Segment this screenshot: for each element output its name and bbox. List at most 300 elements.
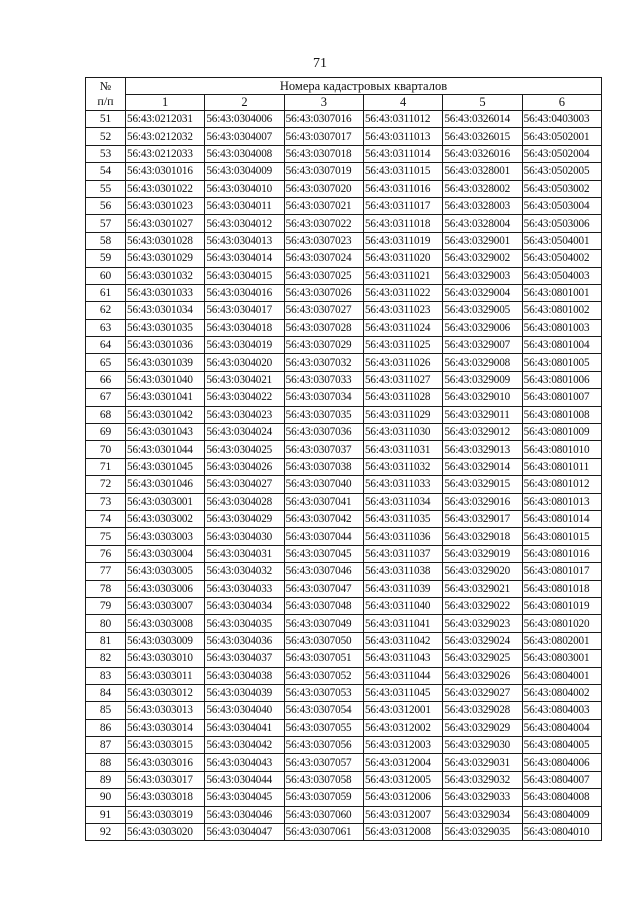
- cadastral-number-cell: 56:43:0304036: [205, 632, 284, 649]
- cadastral-number-cell: 56:43:0801003: [522, 319, 601, 336]
- row-number-cell: 75: [86, 528, 126, 545]
- table-row: [86, 597, 602, 614]
- cadastral-number-cell: 56:43:0307047: [284, 580, 363, 597]
- table-row: [86, 284, 602, 301]
- cadastral-number-cell: 56:43:0801007: [522, 389, 601, 406]
- cadastral-number-cell: 56:43:0801014: [522, 510, 601, 527]
- cadastral-number-cell: 56:43:0804006: [522, 754, 601, 771]
- cadastral-number-cell: 56:43:0801020: [522, 615, 601, 632]
- cadastral-number-cell: 56:43:0801008: [522, 406, 601, 423]
- cadastral-number-cell: 56:43:0307042: [284, 510, 363, 527]
- cadastral-number-cell: 56:43:0303001: [126, 493, 205, 510]
- cadastral-number-cell: 56:43:0311032: [363, 458, 442, 475]
- cadastral-number-cell: 56:43:0304028: [205, 493, 284, 510]
- table-row: [86, 145, 602, 162]
- cadastral-number-cell: 56:43:0804003: [522, 702, 601, 719]
- cadastral-number-cell: 56:43:0329010: [443, 389, 522, 406]
- row-number-cell: 65: [86, 354, 126, 371]
- row-number-cell: 88: [86, 754, 126, 771]
- cadastral-number-cell: 56:43:0307022: [284, 215, 363, 232]
- cadastral-number-cell: 56:43:0301039: [126, 354, 205, 371]
- cadastral-number-cell: 56:43:0307055: [284, 719, 363, 736]
- cadastral-number-cell: 56:43:0304019: [205, 337, 284, 354]
- cadastral-number-cell: 56:43:0801015: [522, 528, 601, 545]
- cadastral-number-cell: 56:43:0329034: [443, 806, 522, 823]
- cadastral-number-cell: 56:43:0326015: [443, 128, 522, 145]
- cadastral-number-cell: 56:43:0307057: [284, 754, 363, 771]
- cadastral-number-cell: 56:43:0304014: [205, 250, 284, 267]
- cadastral-number-cell: 56:43:0307025: [284, 267, 363, 284]
- table-row: [86, 476, 602, 493]
- row-number-cell: 80: [86, 615, 126, 632]
- cadastral-number-cell: 56:43:0304018: [205, 319, 284, 336]
- cadastral-number-cell: 56:43:0329026: [443, 667, 522, 684]
- cadastral-number-cell: 56:43:0329005: [443, 302, 522, 319]
- cadastral-number-cell: 56:43:0311031: [363, 441, 442, 458]
- cadastral-number-cell: 56:43:0307051: [284, 650, 363, 667]
- cadastral-number-cell: 56:43:0311015: [363, 163, 442, 180]
- cadastral-number-cell: 56:43:0503004: [522, 197, 601, 214]
- cadastral-number-cell: 56:43:0303007: [126, 597, 205, 614]
- cadastral-number-cell: 56:43:0329021: [443, 580, 522, 597]
- cadastral-number-cell: 56:43:0311017: [363, 197, 442, 214]
- cadastral-number-cell: 56:43:0329017: [443, 510, 522, 527]
- cadastral-number-cell: 56:43:0804009: [522, 806, 601, 823]
- cadastral-number-cell: 56:43:0307052: [284, 667, 363, 684]
- cadastral-number-cell: 56:43:0303005: [126, 563, 205, 580]
- column-header: 5: [443, 95, 522, 111]
- row-number-cell: 55: [86, 180, 126, 197]
- page-number: 71: [313, 56, 327, 71]
- row-number-cell: 85: [86, 702, 126, 719]
- cadastral-number-cell: 56:43:0804008: [522, 789, 601, 806]
- row-number-cell: 81: [86, 632, 126, 649]
- table-row: [86, 406, 602, 423]
- cadastral-number-cell: 56:43:0212031: [126, 111, 205, 128]
- cadastral-number-cell: 56:43:0329018: [443, 528, 522, 545]
- row-number-cell: 90: [86, 789, 126, 806]
- cadastral-number-cell: 56:43:0303014: [126, 719, 205, 736]
- cadastral-number-cell: 56:43:0801005: [522, 354, 601, 371]
- cadastral-number-cell: 56:43:0311023: [363, 302, 442, 319]
- table-row: [86, 267, 602, 284]
- row-number-cell: 92: [86, 824, 126, 841]
- cadastral-number-cell: 56:43:0312003: [363, 737, 442, 754]
- cadastral-number-cell: 56:43:0326016: [443, 145, 522, 162]
- cadastral-number-cell: 56:43:0329023: [443, 615, 522, 632]
- cadastral-number-cell: 56:43:0504001: [522, 232, 601, 249]
- cadastral-number-cell: 56:43:0329024: [443, 632, 522, 649]
- table-row: [86, 754, 602, 771]
- cadastral-number-cell: 56:43:0304007: [205, 128, 284, 145]
- cadastral-number-cell: 56:43:0303010: [126, 650, 205, 667]
- cadastral-number-cell: 56:43:0312002: [363, 719, 442, 736]
- cadastral-number-cell: 56:43:0311012: [363, 111, 442, 128]
- cadastral-number-cell: 56:43:0304045: [205, 789, 284, 806]
- row-number-cell: 86: [86, 719, 126, 736]
- cadastral-number-cell: 56:43:0329015: [443, 476, 522, 493]
- row-number-cell: 70: [86, 441, 126, 458]
- cadastral-number-cell: 56:43:0304040: [205, 702, 284, 719]
- cadastral-number-cell: 56:43:0311040: [363, 597, 442, 614]
- cadastral-number-cell: 56:43:0503006: [522, 215, 601, 232]
- cadastral-number-cell: 56:43:0303003: [126, 528, 205, 545]
- table-row: [86, 441, 602, 458]
- cadastral-number-cell: 56:43:0307058: [284, 771, 363, 788]
- table-row: [86, 424, 602, 441]
- column-header: 1: [126, 95, 205, 111]
- table-row: [86, 128, 602, 145]
- row-number-cell: 74: [86, 510, 126, 527]
- cadastral-number-cell: 56:43:0311024: [363, 319, 442, 336]
- table-row: [86, 771, 602, 788]
- cadastral-number-cell: 56:43:0307024: [284, 250, 363, 267]
- cadastral-number-cell: 56:43:0307044: [284, 528, 363, 545]
- table-row: [86, 197, 602, 214]
- cadastral-number-cell: 56:43:0311030: [363, 424, 442, 441]
- cadastral-number-cell: 56:43:0801011: [522, 458, 601, 475]
- row-number-cell: 78: [86, 580, 126, 597]
- cadastral-number-cell: 56:43:0311042: [363, 632, 442, 649]
- cadastral-number-cell: 56:43:0304006: [205, 111, 284, 128]
- cadastral-number-cell: 56:43:0307027: [284, 302, 363, 319]
- cadastral-number-cell: 56:43:0801001: [522, 284, 601, 301]
- cadastral-number-cell: 56:43:0502001: [522, 128, 601, 145]
- row-number-cell: 53: [86, 145, 126, 162]
- group-title-header: Номера кадастровых кварталов: [126, 78, 602, 95]
- cadastral-number-cell: 56:43:0329003: [443, 267, 522, 284]
- table-row: [86, 580, 602, 597]
- cadastral-number-cell: 56:43:0307056: [284, 737, 363, 754]
- cadastral-number-cell: 56:43:0304035: [205, 615, 284, 632]
- column-header: 2: [205, 95, 284, 111]
- cadastral-number-cell: 56:43:0301034: [126, 302, 205, 319]
- cadastral-number-cell: 56:43:0311016: [363, 180, 442, 197]
- cadastral-number-cell: 56:43:0301035: [126, 319, 205, 336]
- cadastral-number-cell: 56:43:0311038: [363, 563, 442, 580]
- cadastral-number-cell: 56:43:0304038: [205, 667, 284, 684]
- cadastral-number-cell: 56:43:0311036: [363, 528, 442, 545]
- cadastral-number-cell: 56:43:0307041: [284, 493, 363, 510]
- row-number-cell: 71: [86, 458, 126, 475]
- row-number-header-bottom: п/п: [97, 94, 114, 108]
- table-row: [86, 650, 602, 667]
- cadastral-number-cell: 56:43:0307059: [284, 789, 363, 806]
- cadastral-number-cell: 56:43:0307019: [284, 163, 363, 180]
- cadastral-number-cell: 56:43:0329012: [443, 424, 522, 441]
- cadastral-number-cell: 56:43:0304016: [205, 284, 284, 301]
- cadastral-number-cell: 56:43:0307021: [284, 197, 363, 214]
- cadastral-number-cell: 56:43:0804002: [522, 684, 601, 701]
- column-header: 3: [284, 95, 363, 111]
- cadastral-number-cell: 56:43:0503002: [522, 180, 601, 197]
- cadastral-number-cell: 56:43:0303017: [126, 771, 205, 788]
- cadastral-number-cell: 56:43:0303012: [126, 684, 205, 701]
- cadastral-number-cell: 56:43:0307037: [284, 441, 363, 458]
- row-number-cell: 51: [86, 111, 126, 128]
- cadastral-number-cell: 56:43:0328004: [443, 215, 522, 232]
- cadastral-number-cell: 56:43:0304013: [205, 232, 284, 249]
- cadastral-number-cell: 56:43:0307050: [284, 632, 363, 649]
- row-number-cell: 68: [86, 406, 126, 423]
- cadastral-number-cell: 56:43:0329020: [443, 563, 522, 580]
- cadastral-number-cell: 56:43:0329031: [443, 754, 522, 771]
- table-row: [86, 563, 602, 580]
- cadastral-number-cell: 56:43:0804004: [522, 719, 601, 736]
- cadastral-number-cell: 56:43:0307035: [284, 406, 363, 423]
- cadastral-number-cell: 56:43:0329001: [443, 232, 522, 249]
- cadastral-number-cell: 56:43:0303009: [126, 632, 205, 649]
- table-row: [86, 389, 602, 406]
- cadastral-number-cell: 56:43:0329004: [443, 284, 522, 301]
- table-row: [86, 615, 602, 632]
- cadastral-number-cell: 56:43:0311029: [363, 406, 442, 423]
- table-row: [86, 302, 602, 319]
- cadastral-number-cell: 56:43:0304047: [205, 824, 284, 841]
- row-number-cell: 59: [86, 250, 126, 267]
- cadastral-number-cell: 56:43:0307020: [284, 180, 363, 197]
- cadastral-number-cell: 56:43:0304046: [205, 806, 284, 823]
- cadastral-number-cell: 56:43:0311041: [363, 615, 442, 632]
- cadastral-number-cell: 56:43:0303006: [126, 580, 205, 597]
- cadastral-number-cell: 56:43:0329022: [443, 597, 522, 614]
- cadastral-number-cell: 56:43:0307033: [284, 371, 363, 388]
- cadastral-number-cell: 56:43:0504002: [522, 250, 601, 267]
- row-number-cell: 61: [86, 284, 126, 301]
- cadastral-number-cell: 56:43:0329028: [443, 702, 522, 719]
- cadastral-number-cell: 56:43:0311027: [363, 371, 442, 388]
- cadastral-number-cell: 56:43:0301028: [126, 232, 205, 249]
- cadastral-number-cell: 56:43:0329016: [443, 493, 522, 510]
- row-number-cell: 84: [86, 684, 126, 701]
- cadastral-number-cell: 56:43:0312006: [363, 789, 442, 806]
- cadastral-number-cell: 56:43:0304044: [205, 771, 284, 788]
- cadastral-number-cell: 56:43:0311039: [363, 580, 442, 597]
- row-number-cell: 82: [86, 650, 126, 667]
- cadastral-number-cell: 56:43:0303019: [126, 806, 205, 823]
- row-number-cell: 76: [86, 545, 126, 562]
- cadastral-number-cell: 56:43:0307045: [284, 545, 363, 562]
- cadastral-number-cell: 56:43:0304022: [205, 389, 284, 406]
- cadastral-number-cell: 56:43:0311043: [363, 650, 442, 667]
- cadastral-number-cell: 56:43:0307049: [284, 615, 363, 632]
- table-row: [86, 354, 602, 371]
- cadastral-number-cell: 56:43:0311022: [363, 284, 442, 301]
- row-number-cell: 83: [86, 667, 126, 684]
- cadastral-number-cell: 56:43:0801004: [522, 337, 601, 354]
- cadastral-number-cell: 56:43:0307018: [284, 145, 363, 162]
- cadastral-number-cell: 56:43:0304032: [205, 563, 284, 580]
- row-number-cell: 67: [86, 389, 126, 406]
- cadastral-number-cell: 56:43:0304024: [205, 424, 284, 441]
- cadastral-number-cell: 56:43:0304009: [205, 163, 284, 180]
- cadastral-number-cell: 56:43:0301032: [126, 267, 205, 284]
- table-row: [86, 111, 602, 128]
- cadastral-number-cell: 56:43:0804007: [522, 771, 601, 788]
- table-row: [86, 510, 602, 527]
- cadastral-number-cell: 56:43:0329006: [443, 319, 522, 336]
- table-row: [86, 163, 602, 180]
- cadastral-number-cell: 56:43:0802001: [522, 632, 601, 649]
- table-row: [86, 632, 602, 649]
- cadastral-number-cell: 56:43:0312004: [363, 754, 442, 771]
- cadastral-number-cell: 56:43:0311021: [363, 267, 442, 284]
- table-row: [86, 667, 602, 684]
- row-number-cell: 91: [86, 806, 126, 823]
- cadastral-number-cell: 56:43:0312005: [363, 771, 442, 788]
- row-number-cell: 58: [86, 232, 126, 249]
- cadastral-number-cell: 56:43:0304029: [205, 510, 284, 527]
- cadastral-number-cell: 56:43:0804010: [522, 824, 601, 841]
- cadastral-number-cell: 56:43:0801009: [522, 424, 601, 441]
- cadastral-number-cell: 56:43:0301036: [126, 337, 205, 354]
- row-number-header: [86, 78, 126, 111]
- cadastral-number-cell: 56:43:0304017: [205, 302, 284, 319]
- table-row: [86, 337, 602, 354]
- cadastral-number-cell: 56:43:0329009: [443, 371, 522, 388]
- row-number-cell: 87: [86, 737, 126, 754]
- cadastral-quarters-table: [85, 77, 602, 841]
- table-row: [86, 806, 602, 823]
- cadastral-number-cell: 56:43:0801006: [522, 371, 601, 388]
- cadastral-number-cell: 56:43:0301033: [126, 284, 205, 301]
- table-row: [86, 702, 602, 719]
- cadastral-number-cell: 56:43:0304026: [205, 458, 284, 475]
- row-number-cell: 79: [86, 597, 126, 614]
- cadastral-number-cell: 56:43:0303004: [126, 545, 205, 562]
- cadastral-number-cell: 56:43:0307028: [284, 319, 363, 336]
- cadastral-number-cell: 56:43:0329030: [443, 737, 522, 754]
- cadastral-number-cell: 56:43:0801012: [522, 476, 601, 493]
- row-number-cell: 56: [86, 197, 126, 214]
- column-header: 4: [363, 95, 442, 111]
- cadastral-number-cell: 56:43:0304021: [205, 371, 284, 388]
- row-number-cell: 89: [86, 771, 126, 788]
- cadastral-number-cell: 56:43:0301043: [126, 424, 205, 441]
- cadastral-number-cell: 56:43:0304042: [205, 737, 284, 754]
- cadastral-number-cell: 56:43:0311025: [363, 337, 442, 354]
- cadastral-number-cell: 56:43:0307017: [284, 128, 363, 145]
- cadastral-number-cell: 56:43:0304010: [205, 180, 284, 197]
- cadastral-number-cell: 56:43:0301044: [126, 441, 205, 458]
- cadastral-number-cell: 56:43:0328001: [443, 163, 522, 180]
- cadastral-number-cell: 56:43:0329035: [443, 824, 522, 841]
- cadastral-number-cell: 56:43:0301022: [126, 180, 205, 197]
- cadastral-number-cell: 56:43:0502005: [522, 163, 601, 180]
- cadastral-number-cell: 56:43:0329011: [443, 406, 522, 423]
- cadastral-number-cell: 56:43:0312001: [363, 702, 442, 719]
- cadastral-number-cell: 56:43:0329025: [443, 650, 522, 667]
- cadastral-number-cell: 56:43:0304027: [205, 476, 284, 493]
- cadastral-number-cell: 56:43:0311045: [363, 684, 442, 701]
- cadastral-number-cell: 56:43:0311019: [363, 232, 442, 249]
- cadastral-number-cell: 56:43:0304025: [205, 441, 284, 458]
- cadastral-number-cell: 56:43:0304033: [205, 580, 284, 597]
- table-header: [86, 78, 602, 111]
- cadastral-number-cell: 56:43:0301040: [126, 371, 205, 388]
- table-row: [86, 824, 602, 841]
- row-number-cell: 54: [86, 163, 126, 180]
- cadastral-number-cell: 56:43:0801013: [522, 493, 601, 510]
- column-header: 6: [522, 95, 601, 111]
- cadastral-number-cell: 56:43:0304023: [205, 406, 284, 423]
- cadastral-number-cell: 56:43:0311033: [363, 476, 442, 493]
- cadastral-number-cell: 56:43:0329002: [443, 250, 522, 267]
- cadastral-number-cell: 56:43:0329029: [443, 719, 522, 736]
- table-row: [86, 215, 602, 232]
- cadastral-number-cell: 56:43:0311037: [363, 545, 442, 562]
- cadastral-number-cell: 56:43:0304041: [205, 719, 284, 736]
- cadastral-number-cell: 56:43:0301023: [126, 197, 205, 214]
- row-number-cell: 77: [86, 563, 126, 580]
- cadastral-number-cell: 56:43:0307061: [284, 824, 363, 841]
- cadastral-number-cell: 56:43:0312007: [363, 806, 442, 823]
- cadastral-number-cell: 56:43:0303002: [126, 510, 205, 527]
- cadastral-number-cell: 56:43:0307036: [284, 424, 363, 441]
- cadastral-number-cell: 56:43:0804005: [522, 737, 601, 754]
- row-number-cell: 62: [86, 302, 126, 319]
- table-row: [86, 319, 602, 336]
- cadastral-number-cell: 56:43:0311020: [363, 250, 442, 267]
- cadastral-number-cell: 56:43:0326014: [443, 111, 522, 128]
- cadastral-number-cell: 56:43:0301029: [126, 250, 205, 267]
- row-number-header-top: №: [99, 79, 112, 93]
- cadastral-number-cell: 56:43:0403003: [522, 111, 601, 128]
- cadastral-number-cell: 56:43:0502004: [522, 145, 601, 162]
- cadastral-number-cell: 56:43:0304011: [205, 197, 284, 214]
- table-row: [86, 789, 602, 806]
- row-number-cell: 63: [86, 319, 126, 336]
- table-row: [86, 250, 602, 267]
- cadastral-number-cell: 56:43:0303011: [126, 667, 205, 684]
- cadastral-number-cell: 56:43:0304015: [205, 267, 284, 284]
- cadastral-number-cell: 56:43:0303015: [126, 737, 205, 754]
- table-row: [86, 719, 602, 736]
- table-row: [86, 371, 602, 388]
- cadastral-number-cell: 56:43:0311018: [363, 215, 442, 232]
- cadastral-number-cell: 56:43:0329007: [443, 337, 522, 354]
- cadastral-number-cell: 56:43:0311035: [363, 510, 442, 527]
- cadastral-number-cell: 56:43:0303020: [126, 824, 205, 841]
- cadastral-number-cell: 56:43:0311034: [363, 493, 442, 510]
- cadastral-number-cell: 56:43:0304039: [205, 684, 284, 701]
- cadastral-number-cell: 56:43:0307023: [284, 232, 363, 249]
- cadastral-number-cell: 56:43:0212032: [126, 128, 205, 145]
- cadastral-number-cell: 56:43:0304034: [205, 597, 284, 614]
- cadastral-number-cell: 56:43:0307026: [284, 284, 363, 301]
- cadastral-number-cell: 56:43:0212033: [126, 145, 205, 162]
- cadastral-number-cell: 56:43:0307040: [284, 476, 363, 493]
- cadastral-number-cell: 56:43:0801017: [522, 563, 601, 580]
- cadastral-number-cell: 56:43:0801019: [522, 597, 601, 614]
- table-row: [86, 458, 602, 475]
- cadastral-number-cell: 56:43:0329013: [443, 441, 522, 458]
- cadastral-number-cell: 56:43:0329008: [443, 354, 522, 371]
- row-number-cell: 73: [86, 493, 126, 510]
- cadastral-number-cell: 56:43:0307034: [284, 389, 363, 406]
- cadastral-number-cell: 56:43:0304008: [205, 145, 284, 162]
- cadastral-number-cell: 56:43:0304037: [205, 650, 284, 667]
- cadastral-number-cell: 56:43:0307029: [284, 337, 363, 354]
- cadastral-number-cell: 56:43:0311014: [363, 145, 442, 162]
- table-row: [86, 684, 602, 701]
- table-row: [86, 528, 602, 545]
- cadastral-number-cell: 56:43:0801002: [522, 302, 601, 319]
- cadastral-number-cell: 56:43:0307046: [284, 563, 363, 580]
- cadastral-number-cell: 56:43:0801018: [522, 580, 601, 597]
- cadastral-number-cell: 56:43:0301016: [126, 163, 205, 180]
- cadastral-number-cell: 56:43:0307053: [284, 684, 363, 701]
